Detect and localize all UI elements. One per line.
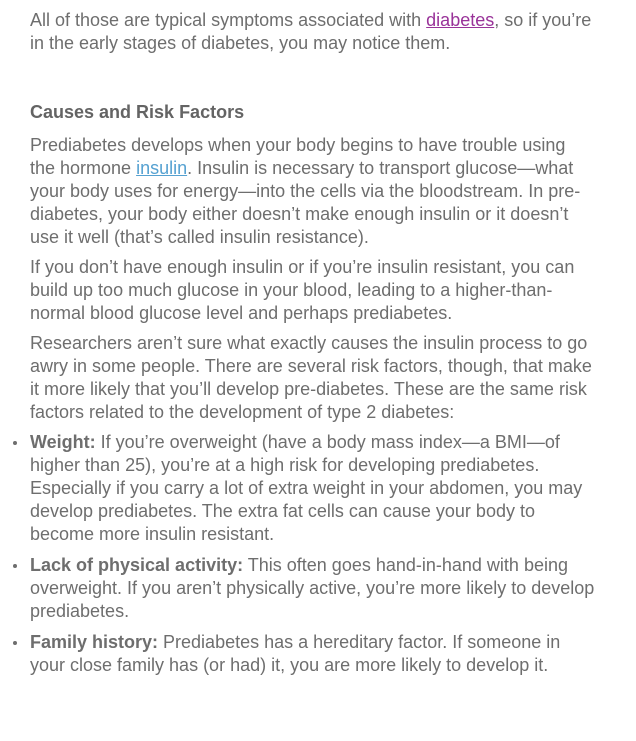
list-item-weight-text: If you’re overweight (have a body mass index—a BMI—of higher than 25), you’re at a high risk for developing prediabetes. Especially if you carry a lot of extra weight in your abdomen, you may develop prediabetes. The extra fat cells can cause your body to become more insulin resistant. [30, 432, 583, 544]
paragraph-glucose: If you don’t have enough insulin or if you’re insulin resistant, you can build up too much glucose in your blood, leading to a higher-than-normal blood glucose level and perhaps prediabetes. [30, 257, 575, 323]
paragraph-insulin-before: Prediabetes develops when your body begins to have trouble using the hormone [30, 135, 566, 178]
list-item-family-history [30, 631, 595, 677]
list-item-weight [30, 431, 595, 546]
list-item-family-history-text: Prediabetes has a hereditary factor. If someone in your close family has (or had) it, you are more likely to develop it. [30, 632, 561, 675]
intro-paragraph [30, 9, 595, 55]
list-item-family-history-label: Family history: [30, 632, 159, 652]
list-item-weight-label: Weight: [30, 432, 96, 452]
section-heading: Causes and Risk Factors [30, 102, 245, 122]
intro-text-after: , so if you’re in the early stages of diabetes, you may notice them. [30, 10, 592, 53]
intro-text-before: All of those are typical symptoms associated with [30, 10, 427, 30]
list-item-activity-text: This often goes hand-in-hand with being overweight. If you aren’t physically active, you’re more likely to develop prediabetes. [30, 555, 595, 621]
insulin-link[interactable]: insulin [136, 158, 188, 178]
risk-factors-list [30, 431, 595, 677]
list-item-activity [30, 554, 595, 623]
paragraph-insulin [30, 134, 595, 249]
bullet-icon [13, 564, 17, 568]
bullet-icon [13, 441, 17, 445]
paragraph-researchers: Researchers aren’t sure what exactly causes the insulin process to go awry in some people. There are several risk factors, though, that make it more likely that you’ll develop pre-diabetes. These are the same risk factors related to the development of type 2 diabetes: [30, 333, 592, 422]
diabetes-link[interactable]: diabetes [426, 10, 495, 30]
paragraph-insulin-after: . Insulin is necessary to transport glucose—what your body uses for energy—into the cells via the bloodstream. In pre-diabetes, your body either doesn’t make enough insulin or it doesn’t use it well (that’s called insulin resistance). [30, 158, 581, 247]
list-item-activity-label: Lack of physical activity: [30, 555, 244, 575]
bullet-icon [13, 641, 17, 645]
